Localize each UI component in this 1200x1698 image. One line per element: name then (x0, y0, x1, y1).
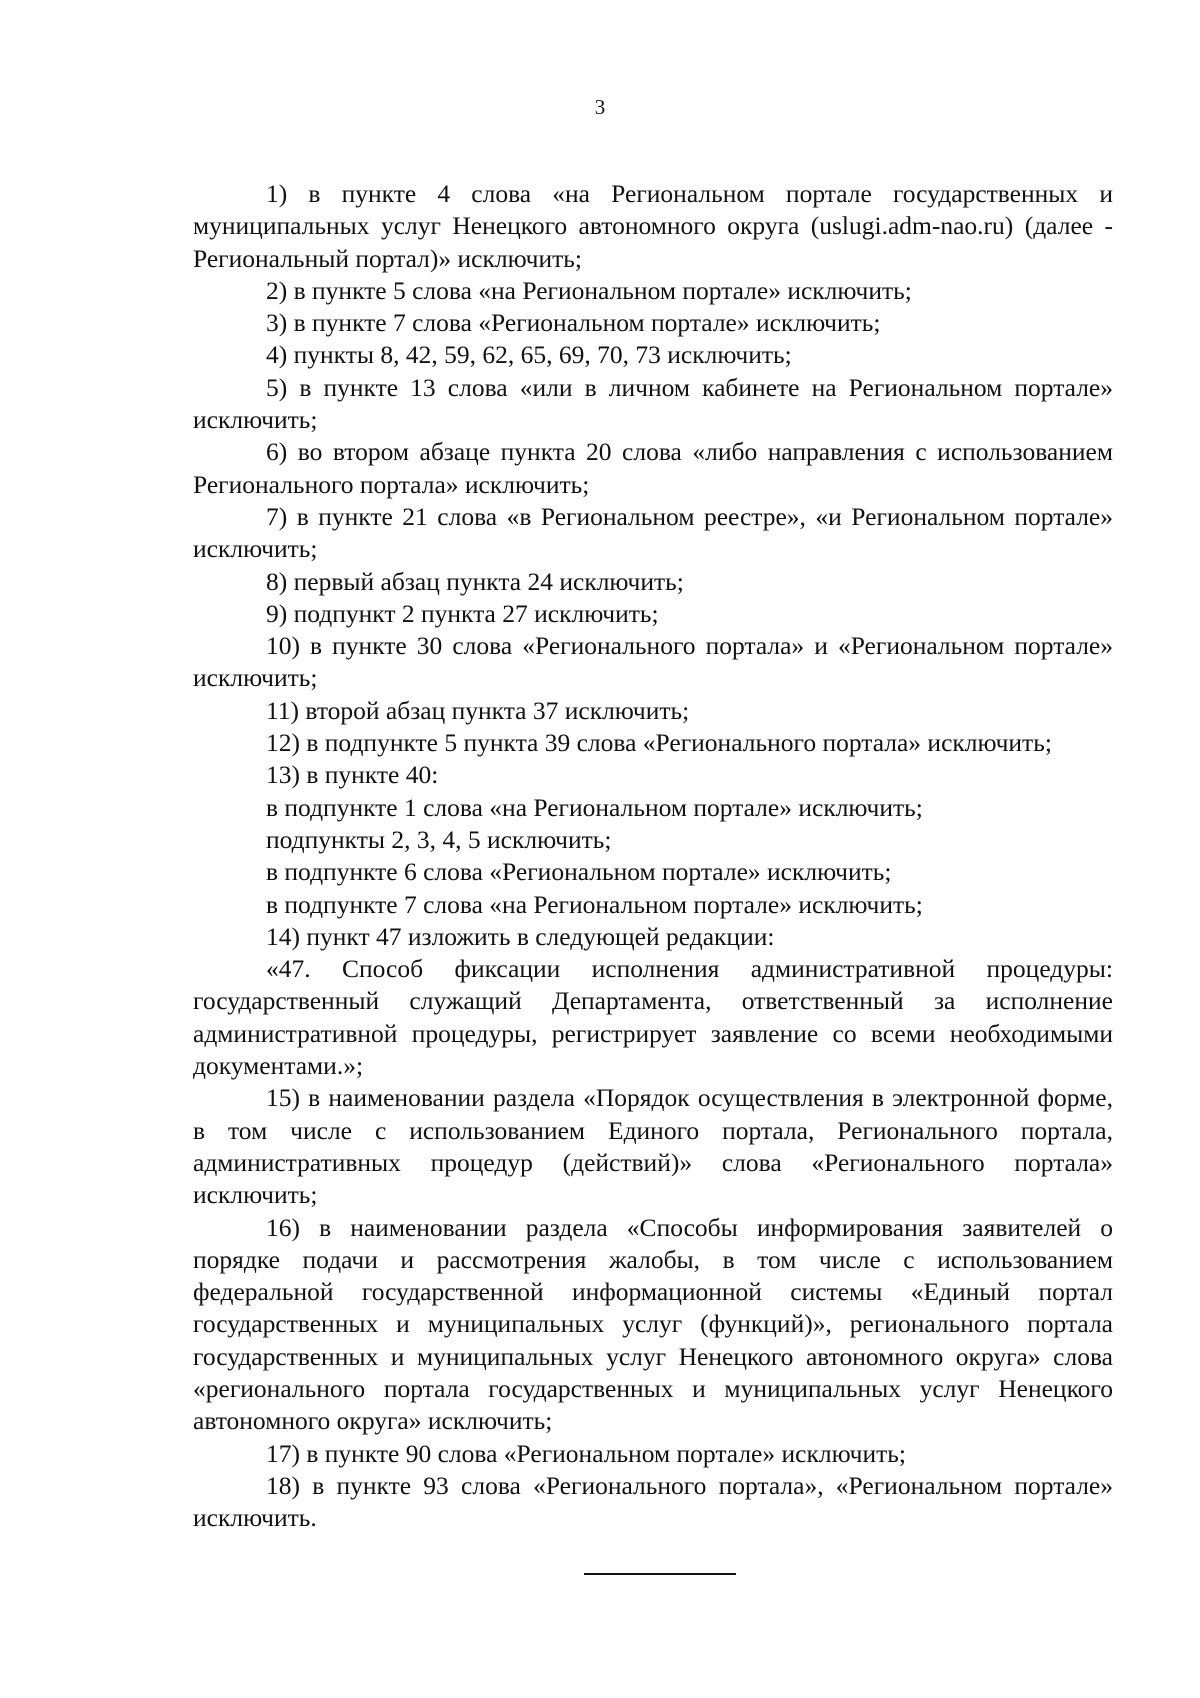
page-number: 3 (594, 95, 606, 119)
paragraph: 4) пункты 8, 42, 59, 62, 65, 69, 70, 73 исключить; (266, 340, 792, 370)
paragraph: 9) подпункт 2 пункта 27 исключить; (266, 598, 659, 628)
paragraph: 12) в подпункте 5 пункта 39 слова «Регионального портала» исключить; (266, 728, 1052, 758)
paragraph: 1) в пункте 4 слова «на Региональном портале государственных и муниципальных услуг Ненецкого автономного округа (uslugi.adm-nao.ru) (далее - Региональный портал)» исключить; (193, 179, 1113, 273)
paragraph: 15) в наименовании раздела «Порядок осуществления в электронной форме, в том числе с использованием Единого портала, Регионального портала, административных процедур (действий)» слова «Регионального портала» исключить; (193, 1083, 1113, 1210)
document-body (193, 178, 1113, 1534)
paragraph: 3) в пункте 7 слова «Региональном портале» исключить; (266, 308, 881, 338)
paragraph: в подпункте 1 слова «на Региональном портале» исключить; (266, 792, 923, 822)
paragraph: 14) пункт 47 изложить в следующей редакции: (266, 921, 775, 951)
paragraph: «47. Способ фиксации исполнения административной процедуры: государственный служащий Департамента, ответственный за исполнение административной процедуры, регистрирует заявление со всеми необходимыми документами.»; (193, 954, 1113, 1081)
paragraph: 13) в пункте 40: (266, 760, 439, 790)
paragraph: 8) первый абзац пункта 24 исключить; (266, 566, 684, 596)
paragraph: 16) в наименовании раздела «Способы информирования заявителей о порядке подачи и рассмотрения жалобы, в том числе с использованием федеральной государственной информационной системы «Единый портал государственных и муниципальных услуг (функций)», регионального портала государственных и муниципальных услуг Ненецкого автономного округа» слова «регионального портала государственных и муниципальных услуг Ненецкого автономного округа» исключить; (193, 1212, 1113, 1436)
paragraph: в подпункте 6 слова «Региональном портале» исключить; (266, 857, 892, 887)
paragraph: 7) в пункте 21 слова «в Региональном реестре», «и Региональном портале» исключить; (193, 501, 1113, 564)
paragraph: 11) второй абзац пункта 37 исключить; (266, 695, 690, 725)
paragraph: 2) в пункте 5 слова «на Региональном портале» исключить; (266, 275, 912, 305)
paragraph: 10) в пункте 30 слова «Регионального портала» и «Региональном портале» исключить; (193, 631, 1113, 693)
paragraph: подпункты 2, 3, 4, 5 исключить; (266, 824, 612, 854)
paragraph: 5) в пункте 13 слова «или в личном кабинете на Региональном портале» исключить; (193, 372, 1113, 435)
paragraph: 17) в пункте 90 слова «Региональном портале» исключить; (266, 1438, 906, 1468)
paragraph: 18) в пункте 93 слова «Регионального портала», «Региональном портале» исключить. (193, 1470, 1113, 1533)
paragraph: 6) во втором абзаце пункта 20 слова «либо направления с использованием Регионального портала» исключить; (193, 437, 1113, 499)
paragraph: в подпункте 7 слова «на Региональном портале» исключить; (266, 889, 923, 919)
closing-rule (584, 1573, 736, 1575)
